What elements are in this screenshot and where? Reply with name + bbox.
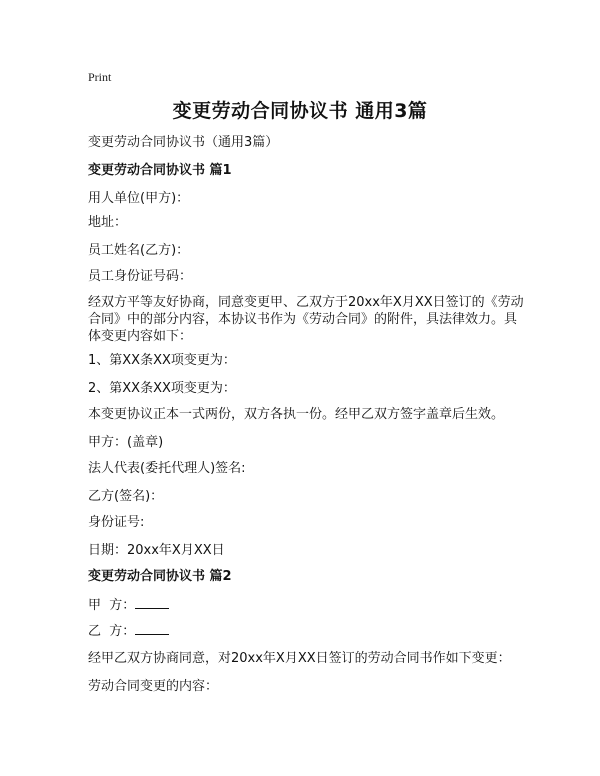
party-a-seal: 甲方：(盖章) — [88, 435, 164, 450]
party-a-line — [88, 596, 528, 614]
document-subtitle: 变更劳动合同协议书（通用3篇） — [88, 135, 279, 150]
agreement-body-paragraph: 经双方平等友好协商，同意变更甲、乙双方于20xx年X月XX日签订的《劳动合同》中的部分内容，本协议书作为《劳动合同》的附件，具法律效力。具体变更内容如下： — [88, 295, 524, 344]
section-1-heading: 变更劳动合同协议书 篇1 — [88, 163, 232, 178]
party-b-label: 乙 方： — [88, 624, 136, 639]
address-field: 地址： — [88, 215, 128, 230]
party-a-label: 甲 方： — [88, 598, 136, 613]
legal-representative-signature: 法人代表(委托代理人)签名: — [88, 461, 246, 476]
id-number-field: 身份证号: — [88, 515, 145, 530]
employer-field: 用人单位(甲方)： — [88, 191, 190, 206]
print-label: Print — [88, 70, 112, 84]
party-b-blank — [135, 622, 169, 635]
section-2-body: 经甲乙双方协商同意，对20xx年X月XX日签订的劳动合同书作如下变更： — [88, 651, 511, 666]
party-b-signature: 乙方(签名)： — [88, 489, 164, 504]
date-field: 日期：20xx年X月XX日 — [88, 543, 225, 558]
contract-change-content: 劳动合同变更的内容： — [88, 679, 219, 694]
party-a-blank — [135, 596, 169, 609]
section-2-heading: 变更劳动合同协议书 篇2 — [88, 569, 232, 584]
document-title: 变更劳动合同协议书 通用3篇 — [172, 100, 428, 122]
change-item-1: 1、第XX条XX项变更为： — [88, 353, 236, 368]
party-b-line — [88, 622, 528, 640]
copies-clause: 本变更协议正本一式两份，双方各执一份。经甲乙双方签字盖章后生效。 — [88, 407, 505, 422]
employee-id-field: 员工身份证号码： — [88, 269, 193, 284]
employee-name-field: 员工姓名(乙方)： — [88, 243, 190, 258]
change-item-2: 2、第XX条XX项变更为： — [88, 381, 236, 396]
